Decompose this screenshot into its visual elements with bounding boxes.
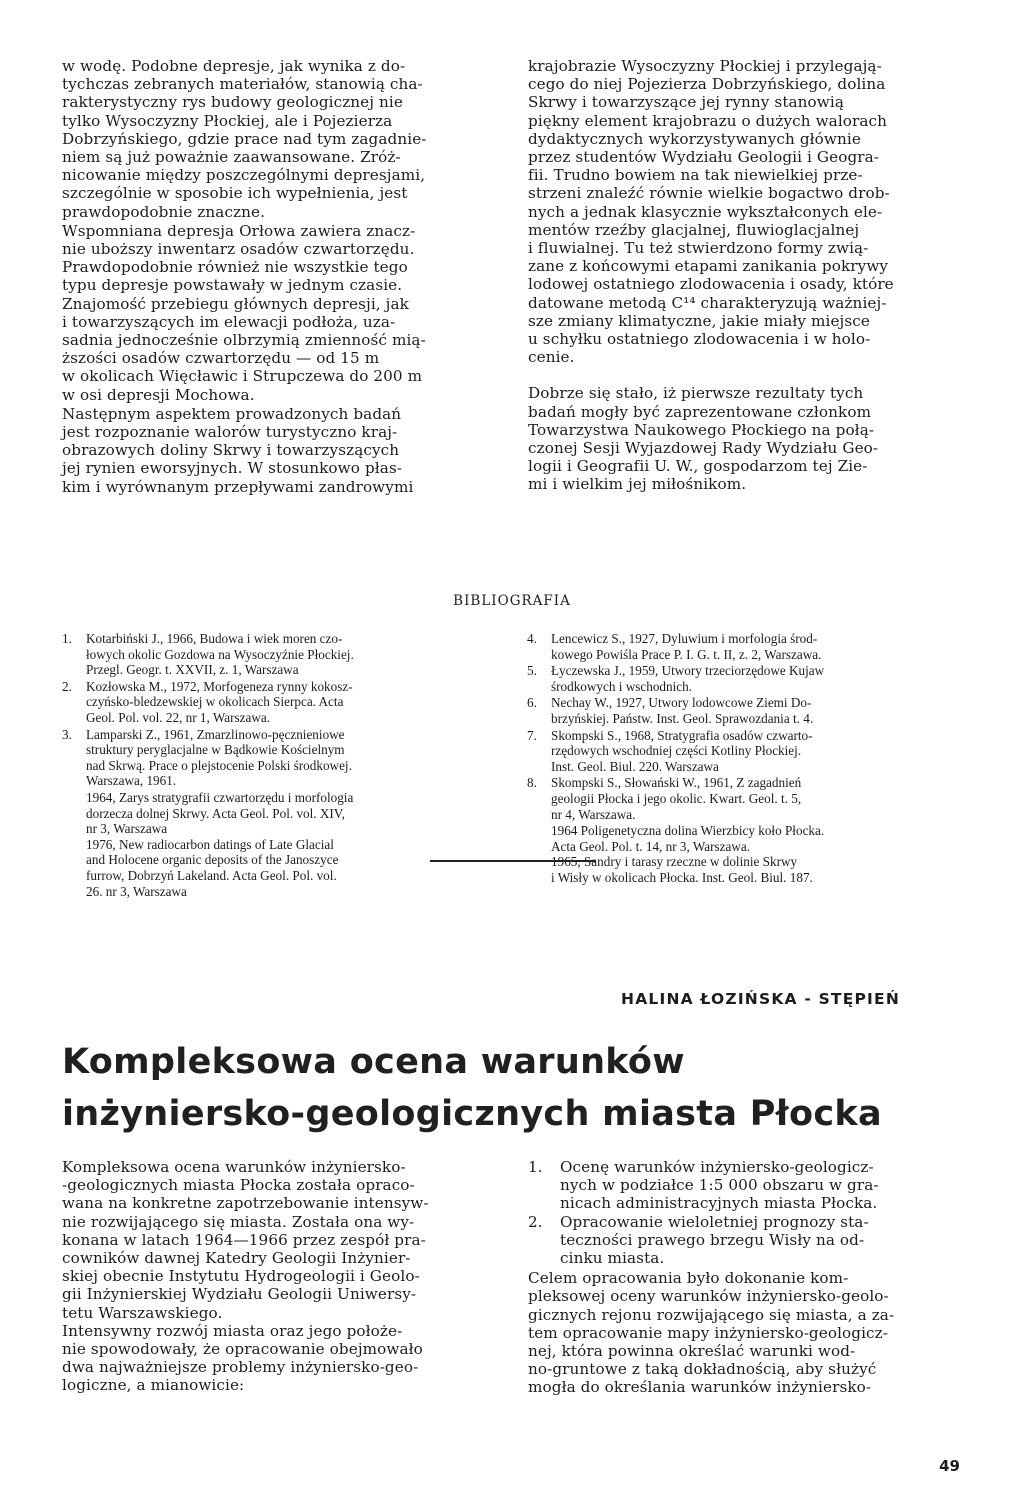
paragraph: krajobrazie Wysoczyzny Płockiej i przylegają- cego do niej Pojezierza Dobrzyńskiego, dolina Skrwy i towarzyszące jej rynny stanowią piękny element krajobrazu o dużych walorach dydaktycznych wykorzystywanych głównie przez studentów Wydziału Geologii i Geogra- fii. Trudno bowiem na tak niewielkiej prze- strzeni znaleźć równie wielkie bogactwo drob- nych a jednak klasycznie wykształconych ele- mentów rzeźby glacjalnej, fluwioglacjalnej i fluwialnej. Tu też stwierdzono formy zwią- zane z końcowymi etapami zanikania pokrywy lodowej ostatniego zlodowacenia i osady, które datowane metodą C¹⁴ charakteryzują ważniej- sze zmiany klimatyczne, jakie miały miejsce u schyłku ostatniego zlodowacenia i w holo- cenie. [528,57,894,367]
paragraph: Następnym aspektem prowadzonych badań jest rozpoznanie walorów turystyczno kraj- obrazowych doliny Skrwy i towarzyszących jej rynien eworsyjnych. W stosunkowo płas- kim i wyrównanym przepływami zandrowymi [62,404,414,496]
paragraph: Kompleksowa ocena warunków inżyniersko- -geologicznych miasta Płocka została opraco- wana na konkretne zapotrzebowanie intensyw- nie rozwijającego się miasta. Została ona wy- konana w latach 1964—1966 przez zespół pra- cowników dawnej Katedry Geologii Inżynier- skiej obecnie Instytutu Hydrogeologii i Geolo- gii Inżynierskiej Wydziału Geologii Uniwersy- tetu Warszawskiego. [62,1158,429,1322]
bibliography-entry [527,631,967,662]
bibliography-right [527,631,967,886]
bibliography-entry [62,679,502,726]
entry-text: Skompski S., Słowański W., 1961, Z zagadnień geologii Płocka i jego okolic. Kwart. Geol. t. 5, nr 4, Warszawa. [551,775,802,822]
paragraph: Dobrze się stało, iż pierwsze rezultaty tych badań mogły być zaprezentowane członkom Towarzystwa Naukowego Płockiego na połą- czonej Sesji Wyjazdowej Rady Wydziału Geo- logii i Geografii U. W., gospodarzom tej Zie- mi i wielkim jej miłośnikom. [528,384,879,494]
article-title: Kompleksowa ocena warunków inżyniersko-geologicznych miasta Płocka [62,1042,882,1134]
entry-number: 2. [62,678,72,694]
list-item [528,1158,962,1213]
list-item [528,1213,962,1268]
paragraph: w wodę. Podobne depresje, jak wynika z do- tychczas zebranych materiałów, stanowią cha- rakterystyczny rys budowy geologicznej nie tylko Wysoczyzny Płockiej, ale i Pojezierza Dobrzyńskiego, gdzie prace nad tym zagadnie- niem są już poważnie zaawansowane. Zróż- nicowanie między poszczególnymi depresjami, szczególnie w sposobie ich wypełnienia, jest prawdopodobnie znaczne. [62,57,427,221]
paragraph: Intensywny rozwój miasta oraz jego położe- nie spowodowały, że opracowanie obejmowało dwa najważniejsze problemy inżyniersko-geo- logiczne, a mianowicie: [62,1321,423,1395]
list-text: Ocenę warunków inżyniersko-geologicz- nych w podziałce 1:5 000 obszaru w gra- nicach administracyjnych miasta Płocka. [560,1158,879,1213]
entry-text: Kozłowska M., 1972, Morfogeneza rynny kokosz- czyńsko-bledzewskiej w okolicach Sierpca. Acta Geol. Pol. vol. 22, nr 1, Warszawa. [86,678,353,725]
bibliography-heading: BIBLIOGRAFIA [453,593,571,609]
top-left-column [62,57,502,496]
entry-number: 8. [527,775,537,791]
entry-number: 4. [527,631,537,646]
article-right-column [528,1158,962,1397]
list-text: Opracowanie wieloletniej prognozy sta- teczności prawego brzegu Wisły na od- cinku miasta. [560,1212,869,1268]
entry-number: 5. [527,663,537,679]
entry-number: 6. [527,695,537,711]
bibliography-subentry: 1964 Poligenetyczna dolina Wierzbicy koło Płocka. Acta Geol. Pol. t. 14, nr 3, Warszawa. [551,823,825,854]
entry-text: Skompski S., 1968, Stratygrafia osadów czwarto- rzędowych wschodniej części Kotliny Płockiej. Inst. Geol. Biul. 220. Warszawa [551,727,813,774]
bibliography-entry [62,631,502,678]
entry-text: Lamparski Z., 1961, Zmarzlinowo-pęcznieniowe struktury peryglacjalne w Bądkowie Kościelnym nad Skrwą. Prace o plejstocenie Polski środkowej. Warszawa, 1961. [86,726,352,789]
bibliography-entry [527,663,967,694]
bibliography-entry [527,728,967,775]
paragraph: Celem opracowania było dokonanie kom- pleksowej oceny warunków inżyniersko-geolo- gicznych rejonu rozwijającego się miasta, a za- tem opracowanie mapy inżyniersko-geologicz- nej, która powinna określać warunki wod- no-gruntowe z taką dokładnością, aby służyć mogła do określania warunków inżyniersko- [528,1269,895,1397]
entry-number: 7. [527,727,537,743]
article-author: HALINA ŁOZIŃSKA - STĘPIEŃ [621,990,900,1008]
article-left-column [62,1158,502,1395]
bibliography-entry [527,775,967,822]
list-number: 2. [528,1212,543,1231]
bibliography-subentry: 1965, Sandry i tarasy rzeczne w dolinie Skrwy i Wisły w okolicach Płocka. Inst. Geol. Biul. 187. [551,854,813,885]
bibliography-subentry: 1976, New radiocarbon datings of Late Glacial and Holocene organic deposits of the Janoszyce furrow, Dobrzyń Lakeland. Acta Geol. Pol. vol. 26. nr 3, Warszawa [86,836,339,899]
list-number: 1. [528,1158,543,1176]
entry-number: 3. [62,726,72,742]
bibliography-entry [527,695,967,726]
entry-text: Nechay W., 1927, Utwory lodowcowe Ziemi Do- brzyńskiej. Państw. Inst. Geol. Sprawozdania t. 4. [551,695,814,726]
page-number: 49 [939,1457,960,1475]
top-right-column [528,57,962,494]
entry-text: Lencewicz S., 1927, Dyluwium i morfologia środ- kowego Powiśla Prace P. I. G. t. II, z. 2, Warszawa. [551,631,822,662]
entry-text: Łyczewska J., 1959, Utwory trzeciorzędowe Kujaw środkowych i wschodnich. [551,663,825,694]
paragraph: Wspomniana depresja Orłowa zawiera znacz- nie uboższy inwentarz osadów czwartorzędu. Prawdopodobnie również nie wszystkie tego typu depresje powstawały w jednym czasie. Znajomość przebiegu głównych depresji, jak i towarzyszących im elewacji podłoża, uza- sadnia jednocześnie olbrzymią zmienność mią- ższości osadów czwartorzędu — od 15 m w okolicach Więcławic i Strupczewa do 200 m w osi depresji Mochowa. [62,221,426,404]
entry-text: Kotarbiński J., 1966, Budowa i wiek moren czo- łowych okolic Gozdowa na Wysoczyźnie Płockiej. Przegl. Geogr. t. XXVII, z. 1, Warszawa [86,631,354,678]
bibliography-subentry: 1964, Zarys stratygrafii czwartorzędu i morfologia dorzecza dolnej Skrwy. Acta Geol. Pol. vol. XIV, nr 3, Warszawa [86,789,354,837]
bibliography-entry [62,727,502,789]
bibliography-left [62,631,502,899]
section-divider [430,860,596,862]
entry-number: 1. [62,631,72,646]
